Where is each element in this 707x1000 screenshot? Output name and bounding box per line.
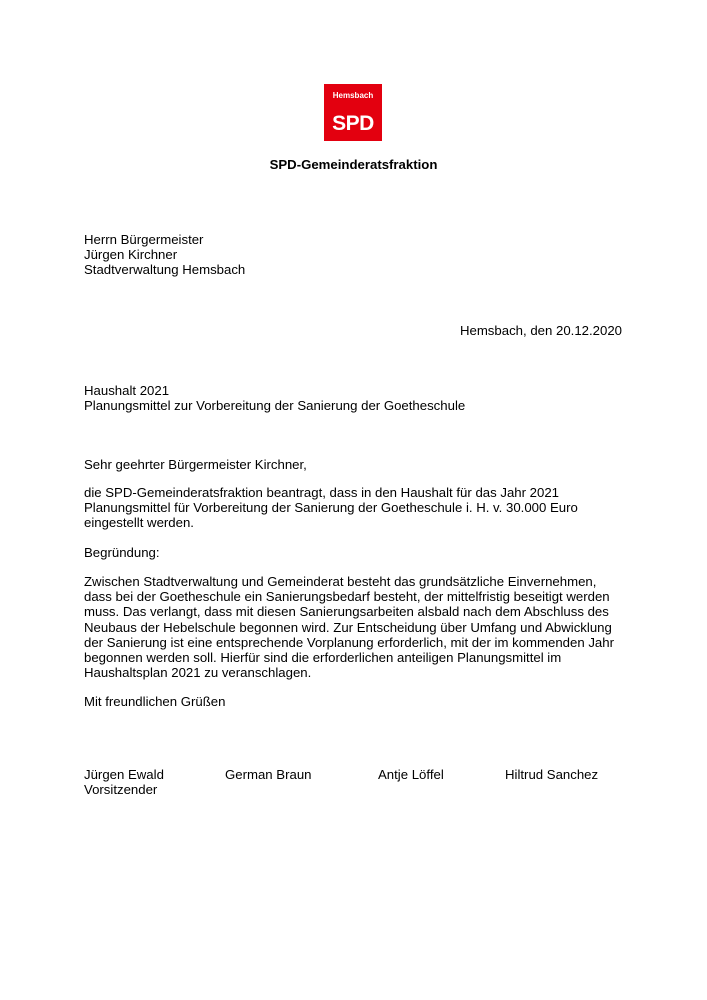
paragraph-line: eingestellt werden. xyxy=(84,515,194,531)
paragraph-line: die SPD-Gemeinderatsfraktion beantragt, dass in den Haushalt für das Jahr 2021 xyxy=(84,485,560,500)
paragraph-line: dass bei der Goetheschule ein Sanierungsbedarf besteht, der mittelfristig beseitigt werden xyxy=(84,589,610,605)
date-line: Hemsbach, den 20.12.2020 xyxy=(459,323,622,338)
reason-heading: Begründung: xyxy=(84,545,160,560)
paragraph-line: Haushaltsplan 2021 zu veranschlagen. xyxy=(84,665,312,681)
paragraph-line: begonnen werden soll. Hierfür sind die erforderlichen anteiligen Planungsmittel im xyxy=(84,650,562,666)
subject-line: Planungsmittel zur Vorbereitung der Sanierung der Goetheschule xyxy=(84,398,466,414)
reason-paragraph xyxy=(84,574,624,680)
signatory-sanchez xyxy=(505,767,598,782)
closing-phrase: Mit freundlichen Grüßen xyxy=(84,694,226,709)
signatory-braun xyxy=(225,767,312,782)
signatory-name: German Braun xyxy=(225,767,312,782)
recipient-address xyxy=(84,232,245,278)
signatory-loeffel xyxy=(378,767,444,782)
request-paragraph xyxy=(84,485,604,531)
signatory-name: Hiltrud Sanchez xyxy=(505,767,599,782)
paragraph-line: Neubaus der Hebelschule begonnen wird. Zur Entscheidung über Umfang und Abwicklung xyxy=(84,619,612,635)
paragraph-line: Planungsmittel für Vorbereitung der Sanierung der Goetheschule i. H. v. 30.000 Euro xyxy=(84,500,578,516)
paragraph-line: Zwischen Stadtverwaltung und Gemeinderat besteht das grundsätzliche Einvernehmen, xyxy=(84,574,597,589)
organization-heading: SPD-Gemeinderatsfraktion xyxy=(269,157,438,172)
signatory-name: Jürgen Ewald xyxy=(84,767,164,782)
subject-line: Haushalt 2021 xyxy=(84,383,170,398)
signatory-ewald xyxy=(84,767,164,797)
subject-block xyxy=(84,383,465,413)
logo-party-text: SPD xyxy=(332,112,374,135)
logo-location-text: Hemsbach xyxy=(332,91,374,100)
signatory-role: Vorsitzender xyxy=(84,782,158,798)
recipient-line: Stadtverwaltung Hemsbach xyxy=(84,262,246,278)
signatory-name: Antje Löffel xyxy=(378,767,444,782)
recipient-line: Herrn Bürgermeister xyxy=(84,232,204,247)
spd-hemsbach-logo xyxy=(324,84,382,141)
recipient-line: Jürgen Kirchner xyxy=(84,247,178,263)
salutation: Sehr geehrter Bürgermeister Kirchner, xyxy=(84,457,307,472)
paragraph-line: der Sanierung ist eine entsprechende Vorplanung erforderlich, mit der im kommenden Jahr xyxy=(84,634,614,650)
paragraph-line: muss. Das verlangt, dass mit diesen Sanierungsarbeiten alsbald nach dem Abschluss des xyxy=(84,604,609,620)
